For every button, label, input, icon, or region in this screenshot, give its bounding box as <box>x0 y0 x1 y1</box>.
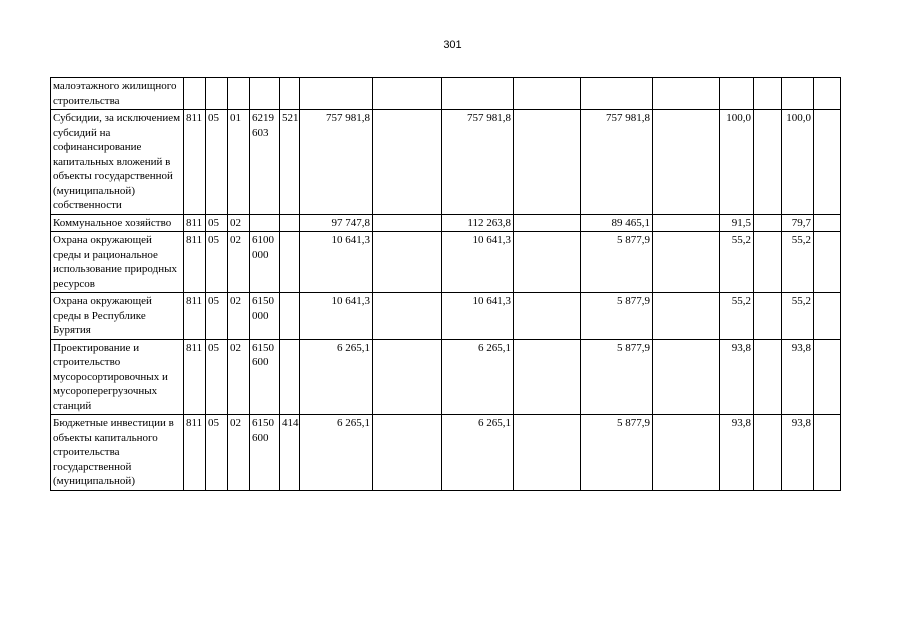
target-code-cell: 6150 600 <box>250 339 280 415</box>
revised-extra-cell <box>514 293 581 340</box>
target-code-cell: 6219 603 <box>250 110 280 215</box>
percent-revised-cell <box>782 78 814 110</box>
revised-amount-cell: 112 263,8 <box>442 214 514 232</box>
percent-approved-extra-cell <box>754 78 782 110</box>
subsection-code-cell <box>228 78 250 110</box>
grbs-code-cell <box>184 78 206 110</box>
revised-amount-cell: 6 265,1 <box>442 415 514 491</box>
table-body <box>51 78 841 491</box>
percent-revised-cell: 93,8 <box>782 339 814 415</box>
target-code-cell <box>250 214 280 232</box>
executed-extra-cell <box>653 78 720 110</box>
percent-approved-cell: 93,8 <box>720 339 754 415</box>
table-row <box>51 293 841 340</box>
target-code-cell <box>250 78 280 110</box>
approved-amount-cell: 6 265,1 <box>300 339 373 415</box>
table-row <box>51 232 841 293</box>
executed-amount-cell: 5 877,9 <box>581 415 653 491</box>
revised-amount-cell: 10 641,3 <box>442 293 514 340</box>
row-name-cell: Проектирование и строительство мусоросортировочных и мусороперегрузочных станций <box>51 339 184 415</box>
grbs-code-cell: 811 <box>184 339 206 415</box>
section-code-cell: 05 <box>206 214 228 232</box>
expense-type-code-cell <box>280 293 300 340</box>
executed-extra-cell <box>653 415 720 491</box>
percent-approved-cell: 100,0 <box>720 110 754 215</box>
percent-approved-extra-cell <box>754 415 782 491</box>
row-name-cell: Охрана окружающей среды и рациональное использование природных ресурсов <box>51 232 184 293</box>
revised-amount-cell: 6 265,1 <box>442 339 514 415</box>
approved-extra-cell <box>373 293 442 340</box>
percent-revised-extra-cell <box>814 110 841 215</box>
row-name-cell: Охрана окружающей среды в Республике Бурятия <box>51 293 184 340</box>
revised-amount-cell: 10 641,3 <box>442 232 514 293</box>
percent-revised-extra-cell <box>814 232 841 293</box>
target-code-cell: 6150 600 <box>250 415 280 491</box>
subsection-code-cell: 02 <box>228 415 250 491</box>
approved-extra-cell <box>373 78 442 110</box>
percent-approved-cell: 93,8 <box>720 415 754 491</box>
row-name-cell: Коммунальное хозяйство <box>51 214 184 232</box>
expense-type-code-cell <box>280 232 300 293</box>
approved-extra-cell <box>373 110 442 215</box>
executed-amount-cell: 757 981,8 <box>581 110 653 215</box>
approved-extra-cell <box>373 339 442 415</box>
subsection-code-cell: 01 <box>228 110 250 215</box>
executed-extra-cell <box>653 214 720 232</box>
expense-type-code-cell <box>280 339 300 415</box>
revised-extra-cell <box>514 339 581 415</box>
revised-amount-cell <box>442 78 514 110</box>
percent-approved-extra-cell <box>754 339 782 415</box>
percent-approved-cell: 91,5 <box>720 214 754 232</box>
grbs-code-cell: 811 <box>184 214 206 232</box>
percent-approved-extra-cell <box>754 214 782 232</box>
revised-extra-cell <box>514 110 581 215</box>
expense-type-code-cell: 414 <box>280 415 300 491</box>
expense-type-code-cell <box>280 78 300 110</box>
approved-amount-cell: 10 641,3 <box>300 293 373 340</box>
subsection-code-cell: 02 <box>228 214 250 232</box>
row-name-cell: Бюджетные инвестиции в объекты капитального строительства государственной (муниципальной) <box>51 415 184 491</box>
revised-extra-cell <box>514 232 581 293</box>
executed-extra-cell <box>653 110 720 215</box>
approved-extra-cell <box>373 232 442 293</box>
subsection-code-cell: 02 <box>228 232 250 293</box>
percent-approved-extra-cell <box>754 110 782 215</box>
percent-revised-cell: 55,2 <box>782 293 814 340</box>
percent-approved-cell: 55,2 <box>720 232 754 293</box>
revised-extra-cell <box>514 214 581 232</box>
row-name-cell: Субсидии, за исключением субсидий на софинансирование капитальных вложений в объекты государственной (муниципальной) собственности <box>51 110 184 215</box>
percent-revised-cell: 55,2 <box>782 232 814 293</box>
percent-revised-extra-cell <box>814 339 841 415</box>
executed-extra-cell <box>653 293 720 340</box>
grbs-code-cell: 811 <box>184 293 206 340</box>
target-code-cell: 6100 000 <box>250 232 280 293</box>
row-name-cell: малоэтажного жилищного строительства <box>51 78 184 110</box>
executed-amount-cell <box>581 78 653 110</box>
grbs-code-cell: 811 <box>184 110 206 215</box>
section-code-cell: 05 <box>206 110 228 215</box>
target-code-cell: 6150 000 <box>250 293 280 340</box>
expense-type-code-cell <box>280 214 300 232</box>
approved-amount-cell: 6 265,1 <box>300 415 373 491</box>
approved-extra-cell <box>373 214 442 232</box>
subsection-code-cell: 02 <box>228 339 250 415</box>
percent-revised-cell: 93,8 <box>782 415 814 491</box>
grbs-code-cell: 811 <box>184 415 206 491</box>
revised-extra-cell <box>514 78 581 110</box>
percent-revised-cell: 100,0 <box>782 110 814 215</box>
approved-amount-cell: 10 641,3 <box>300 232 373 293</box>
executed-amount-cell: 5 877,9 <box>581 339 653 415</box>
expense-type-code-cell: 521 <box>280 110 300 215</box>
executed-extra-cell <box>653 339 720 415</box>
approved-amount-cell <box>300 78 373 110</box>
executed-amount-cell: 5 877,9 <box>581 232 653 293</box>
executed-amount-cell: 89 465,1 <box>581 214 653 232</box>
section-code-cell <box>206 78 228 110</box>
percent-revised-extra-cell <box>814 415 841 491</box>
section-code-cell: 05 <box>206 232 228 293</box>
section-code-cell: 05 <box>206 293 228 340</box>
revised-extra-cell <box>514 415 581 491</box>
percent-revised-extra-cell <box>814 78 841 110</box>
table-row <box>51 110 841 215</box>
executed-extra-cell <box>653 232 720 293</box>
percent-revised-cell: 79,7 <box>782 214 814 232</box>
table-row <box>51 78 841 110</box>
percent-approved-cell <box>720 78 754 110</box>
grbs-code-cell: 811 <box>184 232 206 293</box>
percent-approved-extra-cell <box>754 232 782 293</box>
percent-approved-extra-cell <box>754 293 782 340</box>
executed-amount-cell: 5 877,9 <box>581 293 653 340</box>
approved-amount-cell: 757 981,8 <box>300 110 373 215</box>
table-row <box>51 214 841 232</box>
budget-table <box>50 77 841 491</box>
approved-amount-cell: 97 747,8 <box>300 214 373 232</box>
section-code-cell: 05 <box>206 339 228 415</box>
approved-extra-cell <box>373 415 442 491</box>
percent-approved-cell: 55,2 <box>720 293 754 340</box>
percent-revised-extra-cell <box>814 214 841 232</box>
table-row <box>51 415 841 491</box>
section-code-cell: 05 <box>206 415 228 491</box>
revised-amount-cell: 757 981,8 <box>442 110 514 215</box>
table-row <box>51 339 841 415</box>
page-number: 301 <box>443 39 462 51</box>
subsection-code-cell: 02 <box>228 293 250 340</box>
percent-revised-extra-cell <box>814 293 841 340</box>
